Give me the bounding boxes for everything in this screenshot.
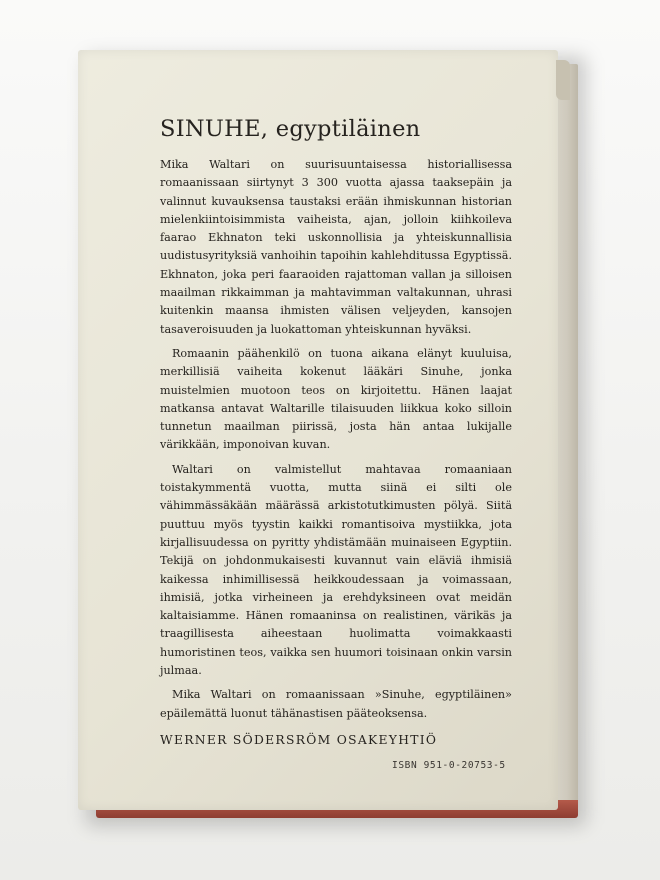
isbn-number: ISBN 951-0-20753-5 (392, 760, 506, 771)
blurb-paragraph-1: Mika Waltari on suurisuuntaisessa historiallisessa romaanissaan siirtynyt 3 300 vuotta ajassa taaksepäin ja valinnut kuvauksensa taustaksi erään ihmiskunnan historian mielenkiintoisimmista vaiheista, ajan, jolloin kiihkoileva faarao Ekhnaton teki uskonnollisia ja yhteiskunnallisia uudistusyrityksiä vanhoihin tapoihin kahlehditussa Egyptissä. Ekhnaton, joka peri faaraoiden rajattoman vallan ja silloisen maailman rikkaimman ja mahtavimman valtakunnan, uhrasi kuitenkin maansa ihmisten välisen veljeyden, kansojen tasaveroisuuden ja luokattoman yhteiskunnan hyväksi. (160, 158, 512, 336)
blurb-paragraph-4: Mika Waltari on romaanissaan »Sinuhe, egyptiläinen» epäilemättä luonut tähänastisen pääteoksensa. (160, 688, 512, 720)
blurb-paragraph-3: Waltari on valmistellut mahtavaa romaaniaan toistakymmentä vuotta, mutta siinä ei silti ole vähimmässäkään määrässä arkistotutkimusten pölyä. Siitä puuttuu myös tyystin kaikki romantisoiva mystiikka, jota kirjallisuudessa on pyritty yhdistämään muinaiseen Egyptiin. Tekijä on johdonmukaisesti kuvannut vain eläviä ihmisiä kaikessa inhimillisessä heikkoudessaan ja voimassaan, ihmisiä, jotka virheineen ja erehdyksineen ovat meidän kaltaisiamme. Hänen romaaninsa on realistinen, värikäs ja traagillisesta aiheestaan huolimatta voimakkaasti humoristinen teos, vaikka sen huumori toisinaan onkin varsin julmaa. (160, 462, 512, 678)
publisher-name: WERNER SÖDERSRÖM OSAKEYHTIÖ (160, 732, 438, 747)
cover-text-block (160, 112, 512, 747)
book-title: SINUHE, egyptiläinen (160, 116, 421, 142)
cover-corner-wear (556, 60, 570, 100)
blurb-paragraph-2: Romaanin päähenkilö on tuona aikana elänyt kuuluisa, merkillisiä vaiheita kokenut lääkäri Sinuhe, jonka muistelmien muotoon teos on kirjoitettu. Hänen laajat matkansa antavat Waltarille tilaisuuden liikkua koko silloin tunnetun maailman piirissä, josta hän antaa lukijalle värikkään, imponoivan kuvan. (160, 346, 512, 452)
book-page-edge (556, 64, 578, 814)
